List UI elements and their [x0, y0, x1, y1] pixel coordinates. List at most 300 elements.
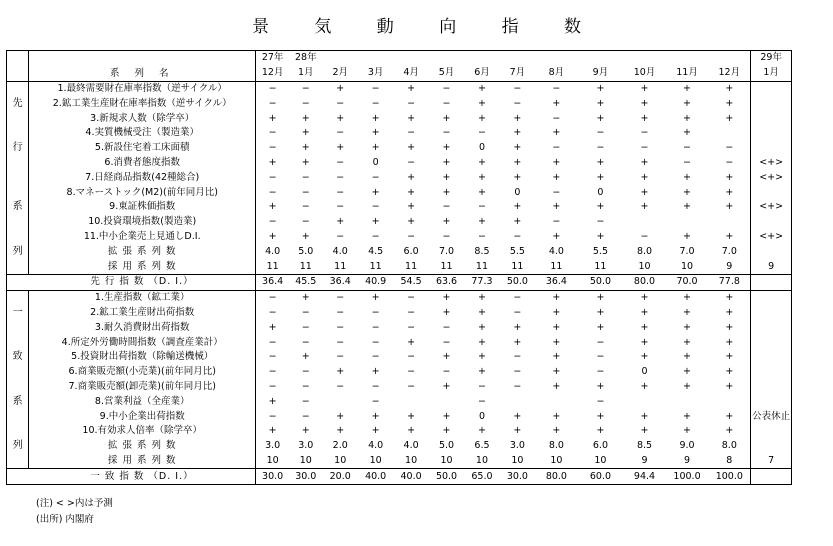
coincident-expanded-row: [7, 439, 792, 454]
coincident-value: +: [640, 321, 649, 333]
coincident-adopted-value: 10: [550, 454, 563, 466]
leading-value: +: [552, 230, 561, 242]
leading-expanded-value: 5.0: [298, 245, 314, 257]
leading-group-cell: [7, 156, 29, 171]
leading-value: +: [301, 142, 310, 154]
coincident-value: 0: [641, 366, 648, 378]
coincident-adopted-label: 採 用 系 列 数: [29, 454, 256, 469]
coincident-di-value: 100.0: [708, 469, 751, 485]
leading-di-value: 80.0: [623, 274, 666, 290]
coincident-value: +: [336, 425, 345, 437]
leading-value: +: [477, 171, 486, 183]
coincident-value: [708, 394, 751, 409]
leading-value: +: [407, 171, 416, 183]
header-month: 1月: [289, 66, 322, 81]
coincident-value: +: [725, 380, 734, 392]
coincident-value: +: [683, 351, 692, 363]
leading-value: +: [640, 82, 649, 94]
coincident-series-name: 4.所定外労働時間指数（調査産業計）: [29, 335, 256, 350]
coincident-value: +: [596, 380, 605, 392]
leading-di-value: 77.8: [708, 274, 751, 290]
header-year: [578, 51, 624, 66]
leading-value: +: [407, 201, 416, 213]
leading-value: +: [513, 201, 522, 213]
coincident-expanded-value: 8.0: [548, 440, 564, 452]
coincident-value: [751, 380, 792, 395]
coincident-value: +: [640, 336, 649, 348]
coincident-value: +: [640, 351, 649, 363]
leading-value: +: [683, 82, 692, 94]
leading-adopted-value: 11: [594, 260, 607, 272]
coincident-value: +: [371, 292, 380, 304]
coincident-value: −: [596, 395, 605, 407]
coincident-value: +: [442, 425, 451, 437]
leading-value: +: [640, 171, 649, 183]
header-year: [358, 51, 393, 66]
coincident-adopted-value: 10: [475, 454, 489, 466]
leading-value: +: [513, 171, 522, 183]
leading-value: [623, 215, 666, 230]
leading-value: −: [725, 142, 734, 154]
leading-value: <+>: [751, 156, 792, 171]
coincident-row: [7, 335, 792, 350]
leading-value: −: [442, 230, 451, 242]
leading-value: +: [725, 82, 734, 94]
coincident-group-cell: [7, 290, 29, 305]
coincident-value: +: [477, 321, 486, 333]
coincident-value: [751, 424, 792, 439]
coincident-value: −: [596, 351, 605, 363]
coincident-adopted-value: 10: [511, 454, 524, 466]
leading-adopted-value: 10: [680, 260, 694, 272]
header-month: 8月: [535, 66, 578, 81]
leading-expanded-value: 8.5: [474, 245, 490, 257]
leading-expanded-row: [7, 244, 792, 259]
leading-value: +: [301, 230, 310, 242]
leading-adopted-value: 11: [550, 260, 563, 272]
coincident-value: −: [407, 321, 416, 333]
coincident-value: −: [268, 366, 277, 378]
header-month: 12月: [256, 66, 289, 81]
leading-value: −: [552, 142, 561, 154]
leading-value: +: [640, 112, 649, 124]
leading-value: −: [477, 230, 486, 242]
coincident-series-name: 3.耐久消費財出荷指数: [29, 320, 256, 335]
leading-value: −: [552, 186, 561, 198]
leading-value: +: [596, 82, 605, 94]
leading-group-cell: 列: [7, 244, 29, 259]
leading-value: −: [268, 216, 277, 228]
coincident-di-value: 80.0: [535, 469, 578, 485]
coincident-value: −: [268, 410, 277, 422]
coincident-series-name: 7.商業販売額(卸売業)(前年同月比): [29, 380, 256, 395]
leading-value: 0: [514, 186, 521, 198]
leading-value: +: [640, 186, 649, 198]
coincident-di-value: 65.0: [464, 469, 499, 485]
coincident-row: [7, 394, 792, 409]
leading-value: +: [513, 112, 522, 124]
header-year: [323, 51, 358, 66]
leading-di-value: 36.4: [256, 274, 289, 290]
leading-value: +: [513, 142, 522, 154]
leading-row: [7, 126, 792, 141]
leading-group-cell: [7, 215, 29, 230]
note-source: (出所) 内閣府: [36, 514, 94, 525]
leading-value: +: [552, 156, 561, 168]
leading-value: −: [725, 156, 734, 168]
coincident-value: +: [477, 306, 486, 318]
coincident-value: −: [336, 351, 345, 363]
leading-value: +: [725, 230, 734, 242]
leading-value: −: [336, 156, 345, 168]
coincident-value: −: [513, 366, 522, 378]
coincident-expanded-value: 5.0: [438, 440, 455, 452]
coincident-value: [323, 394, 358, 409]
coincident-adopted-value: 10: [440, 454, 453, 466]
coincident-value: [535, 394, 578, 409]
header-month: 7月: [500, 66, 535, 81]
coincident-value: −: [513, 380, 522, 392]
leading-expanded-value: 4.0: [332, 245, 348, 257]
leading-expanded-value: 7.0: [721, 245, 737, 257]
leading-value: +: [477, 216, 486, 228]
leading-series-name: 3.新規求人数（除学卒）: [29, 111, 256, 126]
leading-value: −: [268, 142, 277, 154]
coincident-expanded-value: 3.0: [509, 440, 525, 452]
header-year: [393, 51, 428, 66]
leading-value: +: [301, 127, 310, 139]
coincident-value: +: [268, 321, 277, 333]
coincident-value: −: [371, 380, 380, 392]
coincident-di-value: 20.0: [323, 469, 358, 485]
coincident-value: +: [725, 306, 734, 318]
leading-group-cell: [7, 259, 29, 274]
coincident-di-row: [7, 469, 792, 485]
coincident-value: +: [683, 366, 692, 378]
leading-expanded-label: 拡 張 系 列 数: [29, 244, 256, 259]
coincident-row: [7, 380, 792, 395]
coincident-value: +: [301, 425, 310, 437]
coincident-value: [751, 320, 792, 335]
coincident-value: −: [336, 306, 345, 318]
leading-group-cell: [7, 185, 29, 200]
leading-expanded-value: 4.5: [368, 245, 384, 257]
coincident-value: +: [640, 306, 649, 318]
leading-expanded-value: 6.0: [403, 245, 419, 257]
coincident-value: +: [552, 425, 561, 437]
coincident-value: −: [268, 336, 277, 348]
leading-expanded-value: 8.0: [636, 245, 653, 257]
header-month: 6月: [464, 66, 499, 81]
leading-value: −: [301, 82, 310, 94]
leading-adopted-value: 11: [511, 260, 524, 272]
coincident-value: +: [268, 395, 277, 407]
coincident-adopted-row: [7, 454, 792, 469]
coincident-row: [7, 365, 792, 380]
coincident-value: [666, 394, 709, 409]
leading-adopted-value: 11: [475, 260, 489, 272]
coincident-value: 0: [478, 410, 485, 422]
coincident-value: +: [552, 380, 561, 392]
leading-value: <+>: [751, 170, 792, 185]
leading-value: +: [552, 171, 561, 183]
coincident-series-name: 9.中小企業出荷指数: [29, 409, 256, 424]
leading-value: −: [552, 82, 561, 94]
coincident-value: +: [301, 351, 310, 363]
page-title: 景 気 動 向 指 数: [251, 17, 602, 37]
leading-value: −: [640, 142, 649, 154]
header-year: [500, 51, 535, 66]
coincident-value: +: [442, 410, 451, 422]
leading-group-cell: [7, 111, 29, 126]
coincident-value: +: [683, 425, 692, 437]
leading-row: [7, 230, 792, 245]
leading-value: [751, 81, 792, 96]
leading-series-name: 10.投資環境指数(製造業): [29, 215, 256, 230]
table-body: [7, 51, 792, 485]
coincident-value: +: [725, 321, 734, 333]
header-month: 3月: [358, 66, 393, 81]
leading-value: +: [407, 142, 416, 154]
coincident-value: −: [371, 336, 380, 348]
leading-value: +: [683, 127, 692, 139]
header-year: [666, 51, 709, 66]
header-month: 11月: [666, 66, 709, 81]
coincident-expanded-value: 6.0: [592, 440, 608, 452]
leading-value: 0: [478, 142, 485, 154]
coincident-value: +: [371, 366, 380, 378]
coincident-row: [7, 424, 792, 439]
coincident-value: +: [407, 425, 416, 437]
leading-adopted-row: [7, 259, 792, 274]
coincident-value: −: [477, 395, 486, 407]
coincident-di-value: 60.0: [578, 469, 624, 485]
leading-value: +: [596, 171, 605, 183]
coincident-group-cell: 致: [7, 350, 29, 365]
coincident-series-name: 2.鉱工業生産財出荷指数: [29, 306, 256, 321]
coincident-value: −: [268, 306, 277, 318]
coincident-adopted-value: 10: [266, 454, 279, 466]
coincident-value: +: [371, 425, 380, 437]
coincident-di-blank: [7, 469, 29, 485]
leading-row: [7, 96, 792, 111]
coincident-value: +: [407, 410, 416, 422]
leading-value: −: [683, 156, 692, 168]
leading-value: +: [725, 186, 734, 198]
leading-row: [7, 215, 792, 230]
leading-value: −: [371, 82, 380, 94]
coincident-value: +: [336, 410, 345, 422]
leading-value: −: [442, 127, 451, 139]
leading-value: +: [301, 156, 310, 168]
leading-row: [7, 141, 792, 156]
coincident-value: +: [552, 366, 561, 378]
coincident-value: +: [640, 410, 649, 422]
leading-value: [751, 126, 792, 141]
coincident-value: −: [596, 366, 605, 378]
coincident-value: −: [301, 321, 310, 333]
leading-value: +: [371, 216, 380, 228]
coincident-value: −: [371, 321, 380, 333]
coincident-expanded-value: 8.0: [721, 440, 737, 452]
coincident-value: +: [552, 321, 561, 333]
coincident-series-name: 10.有効求人倍率（除学卒）: [29, 424, 256, 439]
header-year: [464, 51, 499, 66]
coincident-adopted-value: 10: [594, 454, 607, 466]
coincident-value: 公表休止: [751, 409, 792, 424]
coincident-value: +: [640, 380, 649, 392]
header-month: 10月: [623, 66, 666, 81]
leading-adopted-value: 11: [440, 260, 453, 272]
coincident-value: +: [683, 336, 692, 348]
leading-series-name: 5.新設住宅着工床面積: [29, 141, 256, 156]
coincident-value: [393, 394, 428, 409]
coincident-group-cell: 系: [7, 394, 29, 409]
leading-value: +: [552, 201, 561, 213]
leading-value: −: [301, 171, 310, 183]
leading-value: +: [268, 156, 277, 168]
coincident-value: +: [371, 410, 380, 422]
leading-value: +: [725, 112, 734, 124]
coincident-expanded-value: 3.0: [265, 440, 281, 452]
leading-value: −: [336, 97, 345, 109]
coincident-di-label: 一 致 指 数 （D. I.）: [29, 469, 256, 485]
coincident-value: +: [442, 351, 451, 363]
leading-value: +: [477, 156, 486, 168]
leading-value: +: [407, 216, 416, 228]
leading-value: −: [336, 127, 345, 139]
coincident-value: +: [552, 351, 561, 363]
coincident-di-value: 94.4: [623, 469, 666, 485]
leading-value: +: [301, 112, 310, 124]
coincident-value: +: [683, 410, 692, 422]
leading-expanded-value: 5.5: [509, 245, 525, 257]
leading-value: +: [683, 201, 692, 213]
leading-di-value: 70.0: [666, 274, 709, 290]
leading-value: +: [336, 82, 345, 94]
leading-value: +: [513, 127, 522, 139]
leading-value: +: [442, 171, 451, 183]
leading-value: −: [336, 230, 345, 242]
coincident-expanded-value: 8.5: [636, 440, 653, 452]
leading-value: +: [407, 112, 416, 124]
coincident-group-cell: 列: [7, 439, 29, 454]
coincident-value: −: [477, 380, 486, 392]
leading-value: [751, 185, 792, 200]
leading-row: [7, 111, 792, 126]
coincident-group-cell: [7, 320, 29, 335]
coincident-value: +: [683, 321, 692, 333]
leading-row: [7, 170, 792, 185]
leading-value: +: [683, 112, 692, 124]
coincident-adopted-value: 10: [299, 454, 312, 466]
coincident-row: [7, 290, 792, 305]
coincident-value: +: [725, 410, 734, 422]
coincident-value: +: [513, 321, 522, 333]
header-group-cell: [7, 51, 29, 82]
leading-value: −: [371, 97, 380, 109]
coincident-di-value: 30.0: [289, 469, 322, 485]
leading-series-name: 8.マネーストック(M2)(前年同月比): [29, 185, 256, 200]
leading-series-name: 11.中小企業売上見通しD.I.: [29, 230, 256, 245]
coincident-value: +: [477, 366, 486, 378]
leading-value: +: [336, 112, 345, 124]
coincident-series-name: 6.商業販売額(小売業)(前年同月比): [29, 365, 256, 380]
coincident-value: [751, 306, 792, 321]
coincident-value: +: [596, 425, 605, 437]
leading-value: [708, 215, 751, 230]
leading-value: −: [683, 142, 692, 154]
header-month: 12月: [708, 66, 751, 81]
leading-value: −: [513, 82, 522, 94]
leading-value: +: [371, 127, 380, 139]
leading-adopted-value: 9: [751, 259, 792, 274]
leading-di-value: 36.4: [535, 274, 578, 290]
leading-series-name: 2.鉱工業生産財在庫率指数（逆サイクル）: [29, 96, 256, 111]
leading-value: +: [268, 230, 277, 242]
leading-value: +: [513, 216, 522, 228]
coincident-value: +: [725, 425, 734, 437]
leading-value: 0: [597, 186, 604, 198]
coincident-value: −: [268, 351, 277, 363]
coincident-group-cell: [7, 454, 29, 469]
coincident-value: −: [371, 351, 380, 363]
leading-value: +: [683, 171, 692, 183]
leading-value: −: [407, 230, 416, 242]
coincident-adopted-value: 10: [369, 454, 382, 466]
leading-adopted-value: 9: [726, 260, 733, 272]
leading-value: +: [336, 216, 345, 228]
leading-value: −: [336, 171, 345, 183]
coincident-di-value: 100.0: [666, 469, 709, 485]
header-month: 1月: [751, 66, 792, 81]
coincident-value: +: [725, 351, 734, 363]
leading-value: −: [371, 201, 380, 213]
coincident-row: [7, 350, 792, 365]
coincident-value: −: [336, 321, 345, 333]
coincident-row: [7, 409, 792, 424]
leading-di-blank: [7, 274, 29, 290]
coincident-value: −: [301, 395, 310, 407]
leading-value: −: [442, 82, 451, 94]
coincident-value: −: [301, 306, 310, 318]
coincident-value: +: [725, 366, 734, 378]
leading-value: +: [596, 230, 605, 242]
coincident-row: [7, 306, 792, 321]
coincident-expanded-label: 拡 張 系 列 数: [29, 439, 256, 454]
coincident-value: −: [371, 306, 380, 318]
coincident-value: +: [268, 425, 277, 437]
leading-value: −: [407, 156, 416, 168]
leading-group-cell: [7, 81, 29, 96]
coincident-value: −: [407, 306, 416, 318]
leading-di-value: 45.5: [289, 274, 322, 290]
leading-di-row: [7, 274, 792, 290]
leading-value: [751, 111, 792, 126]
header-year: [429, 51, 464, 66]
leading-value: −: [552, 216, 561, 228]
coincident-value: −: [442, 321, 451, 333]
leading-value: −: [301, 186, 310, 198]
coincident-value: +: [683, 380, 692, 392]
leading-value: −: [513, 97, 522, 109]
leading-value: −: [596, 142, 605, 154]
leading-expanded-value: 7.0: [679, 245, 695, 257]
coincident-value: −: [301, 366, 310, 378]
coincident-value: +: [513, 410, 522, 422]
leading-value: +: [596, 97, 605, 109]
coincident-value: −: [596, 336, 605, 348]
